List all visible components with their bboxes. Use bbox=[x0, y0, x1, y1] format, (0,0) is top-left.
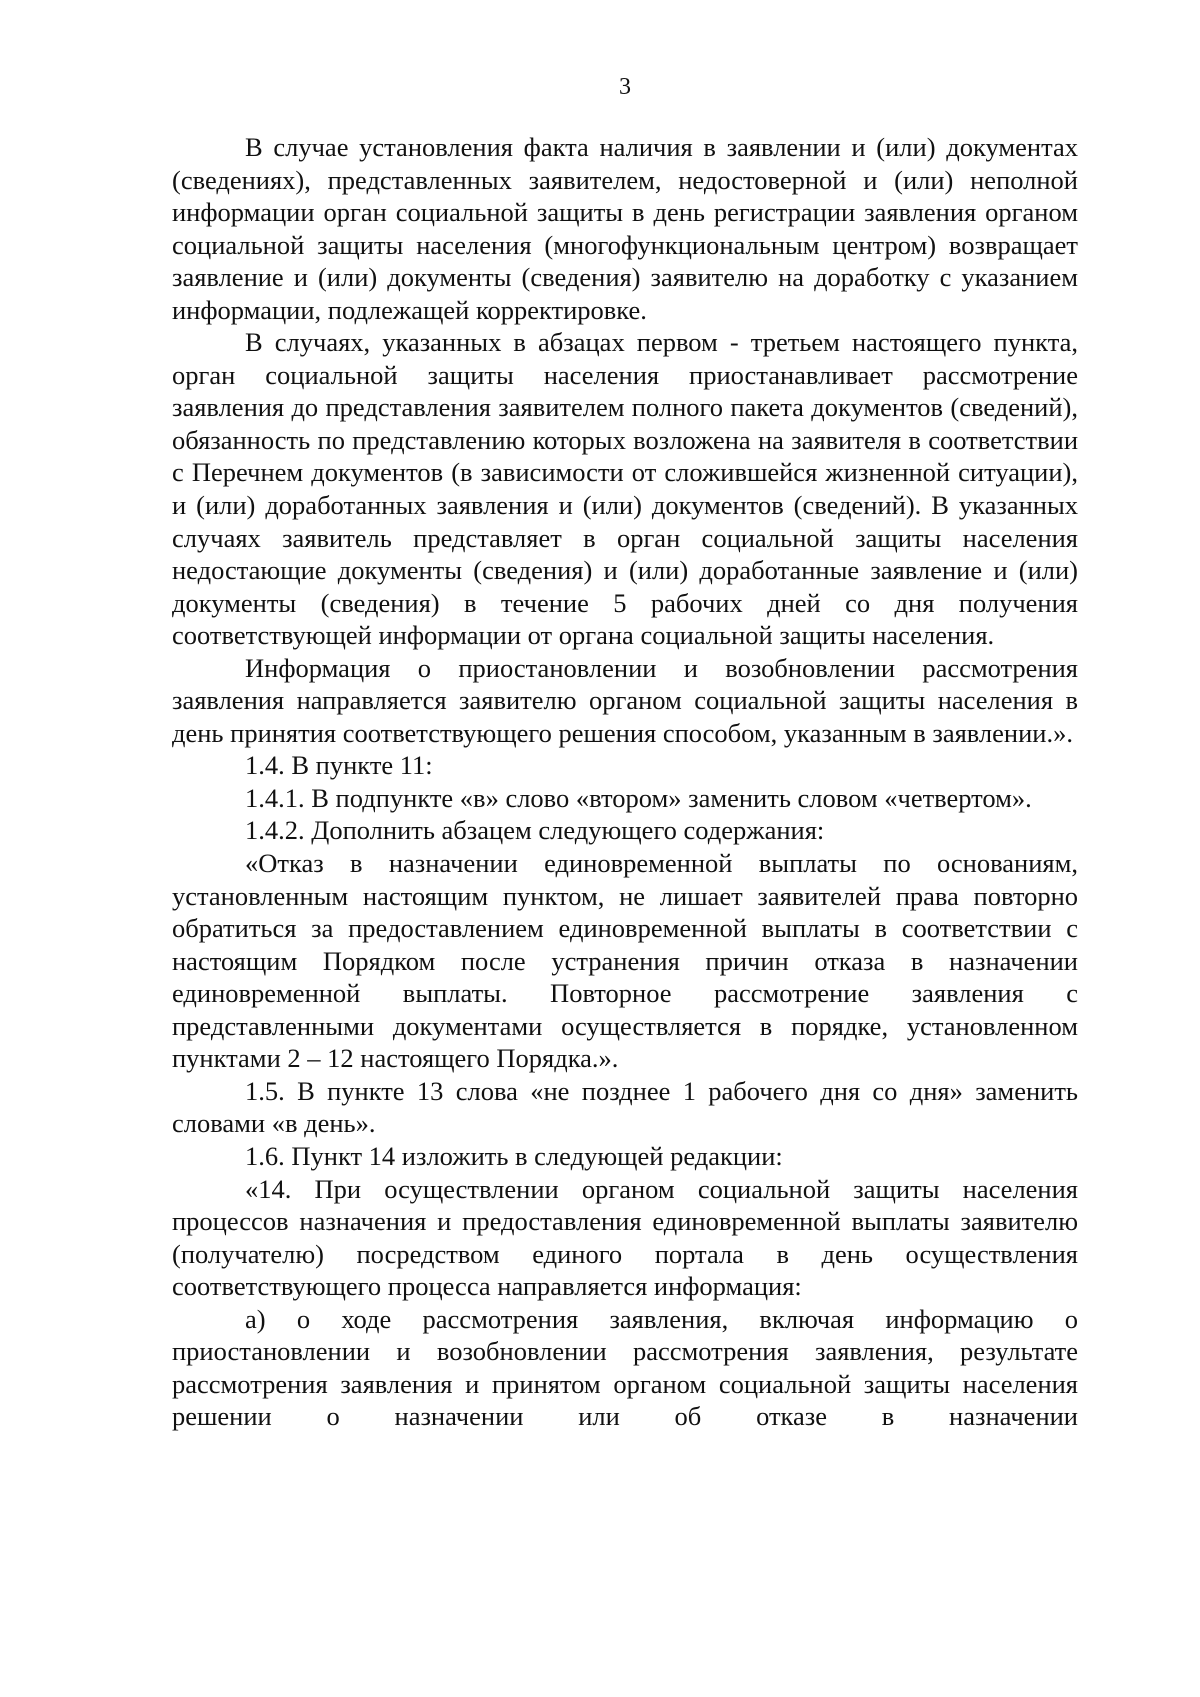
paragraph-item-1-4-2: 1.4.2. Дополнить абзацем следующего содержания: bbox=[245, 815, 825, 846]
paragraph-suspension-notice: Информация о приостановлении и возобновлении рассмотрения заявления направляется заявителю органом социальной защиты населения в день принятия соответствующего решения способом, указанным в заявлении.». bbox=[172, 652, 1078, 748]
paragraph-item-14: «14. При осуществлении органом социальной защиты населения процессов назначения и предоставления единовременной выплаты заявителю (получателю) посредством единого портала в день осуществления соответствующего процесса направляется информация: bbox=[172, 1173, 1078, 1302]
document-body bbox=[172, 131, 1078, 1433]
paragraph-item-1-4-1: 1.4.1. В подпункте «в» слово «втором» заменить словом «четвертом». bbox=[245, 782, 1032, 813]
page-number: 3 bbox=[619, 74, 631, 100]
paragraph-suspension-cases: В случаях, указанных в абзацах первом - третьем настоящего пункта, орган социальной защиты населения приостанавливает рассмотрение заявления до представления заявителем полного пакета документов (сведений), обязанность по представлению которых возложена на заявителя в соответствии с Перечнем документов (в зависимости от сложившейся жизненной ситуации), и (или) доработанных заявления и (или) документов (сведений). В указанных случаях заявитель представляет в орган социальной защиты населения недостающие документы (сведения) и (или) доработанные заявление и (или) документы (сведения) в течение 5 рабочих дней со дня получения соответствующей информации от органа социальной защиты населения. bbox=[172, 327, 1078, 651]
paragraph-item-1-5: 1.5. В пункте 13 слова «не позднее 1 рабочего дня со дня» заменить словами «в день». bbox=[172, 1075, 1078, 1139]
paragraph-incomplete-info-return: В случае установления факта наличия в заявлении и (или) документах (сведениях), представленных заявителем, недостоверной и (или) неполной информации орган социальной защиты в день регистрации заявления органом социальной защиты населения (многофункциональным центром) возвращает заявление и (или) документы (сведения) заявителю на доработку с указанием информации, подлежащей корректировке. bbox=[172, 132, 1078, 325]
paragraph-item-1-6: 1.6. Пункт 14 изложить в следующей редакции: bbox=[245, 1140, 783, 1171]
paragraph-item-1-4: 1.4. В пункте 11: bbox=[245, 750, 433, 781]
paragraph-refusal-reapply: «Отказ в назначении единовременной выплаты по основаниям, установленным настоящим пунктом, не лишает заявителей права повторно обратиться за предоставлением единовременной выплаты в соответствии с настоящим Порядком после устранения причин отказа в назначении единовременной выплаты. Повторное рассмотрение заявления с представленными документами осуществляется в порядке, установленном пунктами 2 – 12 настоящего Порядка.». bbox=[172, 848, 1078, 1074]
paragraph-subitem-a: а) о ходе рассмотрения заявления, включая информацию о приостановлении и возобновлении рассмотрения заявления, результате рассмотрения заявления и принятом органом социальной защиты населения решении о назначении или об отказе в назначении bbox=[172, 1303, 1078, 1432]
